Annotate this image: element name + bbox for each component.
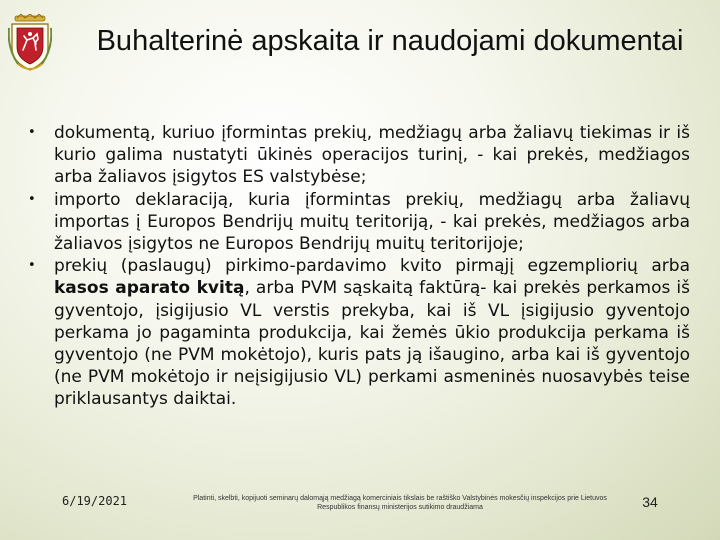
footer-copyright-note: Platinti, skelbti, kopijuoti seminarų dalomąją medžiagą komerciniais tikslais be raštiško Valstybinės mokesčių inspekcijos prie Lietuvos Respublikos finansų ministerijos sutikimo draudžiama	[193, 495, 607, 511]
bullet-text: prekių (paslaugų) pirkimo-pardavimo kvito pirmąjį egzempliorių arba	[54, 256, 690, 277]
bullet-item	[28, 255, 690, 410]
bullet-item	[28, 122, 690, 189]
bullet-bold-text: kasos aparato kvitą	[54, 278, 245, 299]
slide-number: 34	[642, 494, 658, 510]
bullet-item	[28, 189, 690, 256]
bullet-dot-icon: •	[28, 125, 36, 140]
footer-date: 6/19/2021	[62, 494, 128, 508]
bullet-list	[28, 122, 690, 411]
lithuania-coat-of-arms-icon	[8, 14, 52, 76]
slide-title: Buhalterinė apskaita ir naudojami dokumentai	[96, 25, 684, 57]
bullet-text: dokumentą, kuriuo įformintas prekių, medžiagų arba žaliavų tiekimas ir iš kurio galima nustatyti ūkinės operacijos turinį, - kai prekės, medžiagos arba žaliavos įsigytos ES valstybėse;	[54, 123, 690, 188]
bullet-dot-icon: •	[28, 258, 36, 274]
bullet-dot-icon: •	[28, 191, 36, 207]
bullet-text: importo deklaraciją, kuria įformintas prekių, medžiagų arba žaliavų importas į Europos Bendrijų muitų teritoriją, - kai prekės, medžiagos arba žaliavos įsigytos ne Europos Bendrijų muitų teritorijoje;	[54, 189, 690, 255]
bullet-text: , arba PVM sąskaitą faktūrą- kai prekės perkamos iš gyventojo, įsigijusio VL verstis prekyba, kai iš VL įsigijusio gyventojo perkama jo pagaminta produkcija, kai žemės ūkio produkcija perkama iš gyventojo (ne PVM mokėtojo), kuris pats ją išaugino, arba kai iš gyventojo (ne PVM mokėtojo ir neįsigijusio VL) perkami asmeninės nuosavybės teise priklausantys daiktai.	[54, 278, 690, 410]
